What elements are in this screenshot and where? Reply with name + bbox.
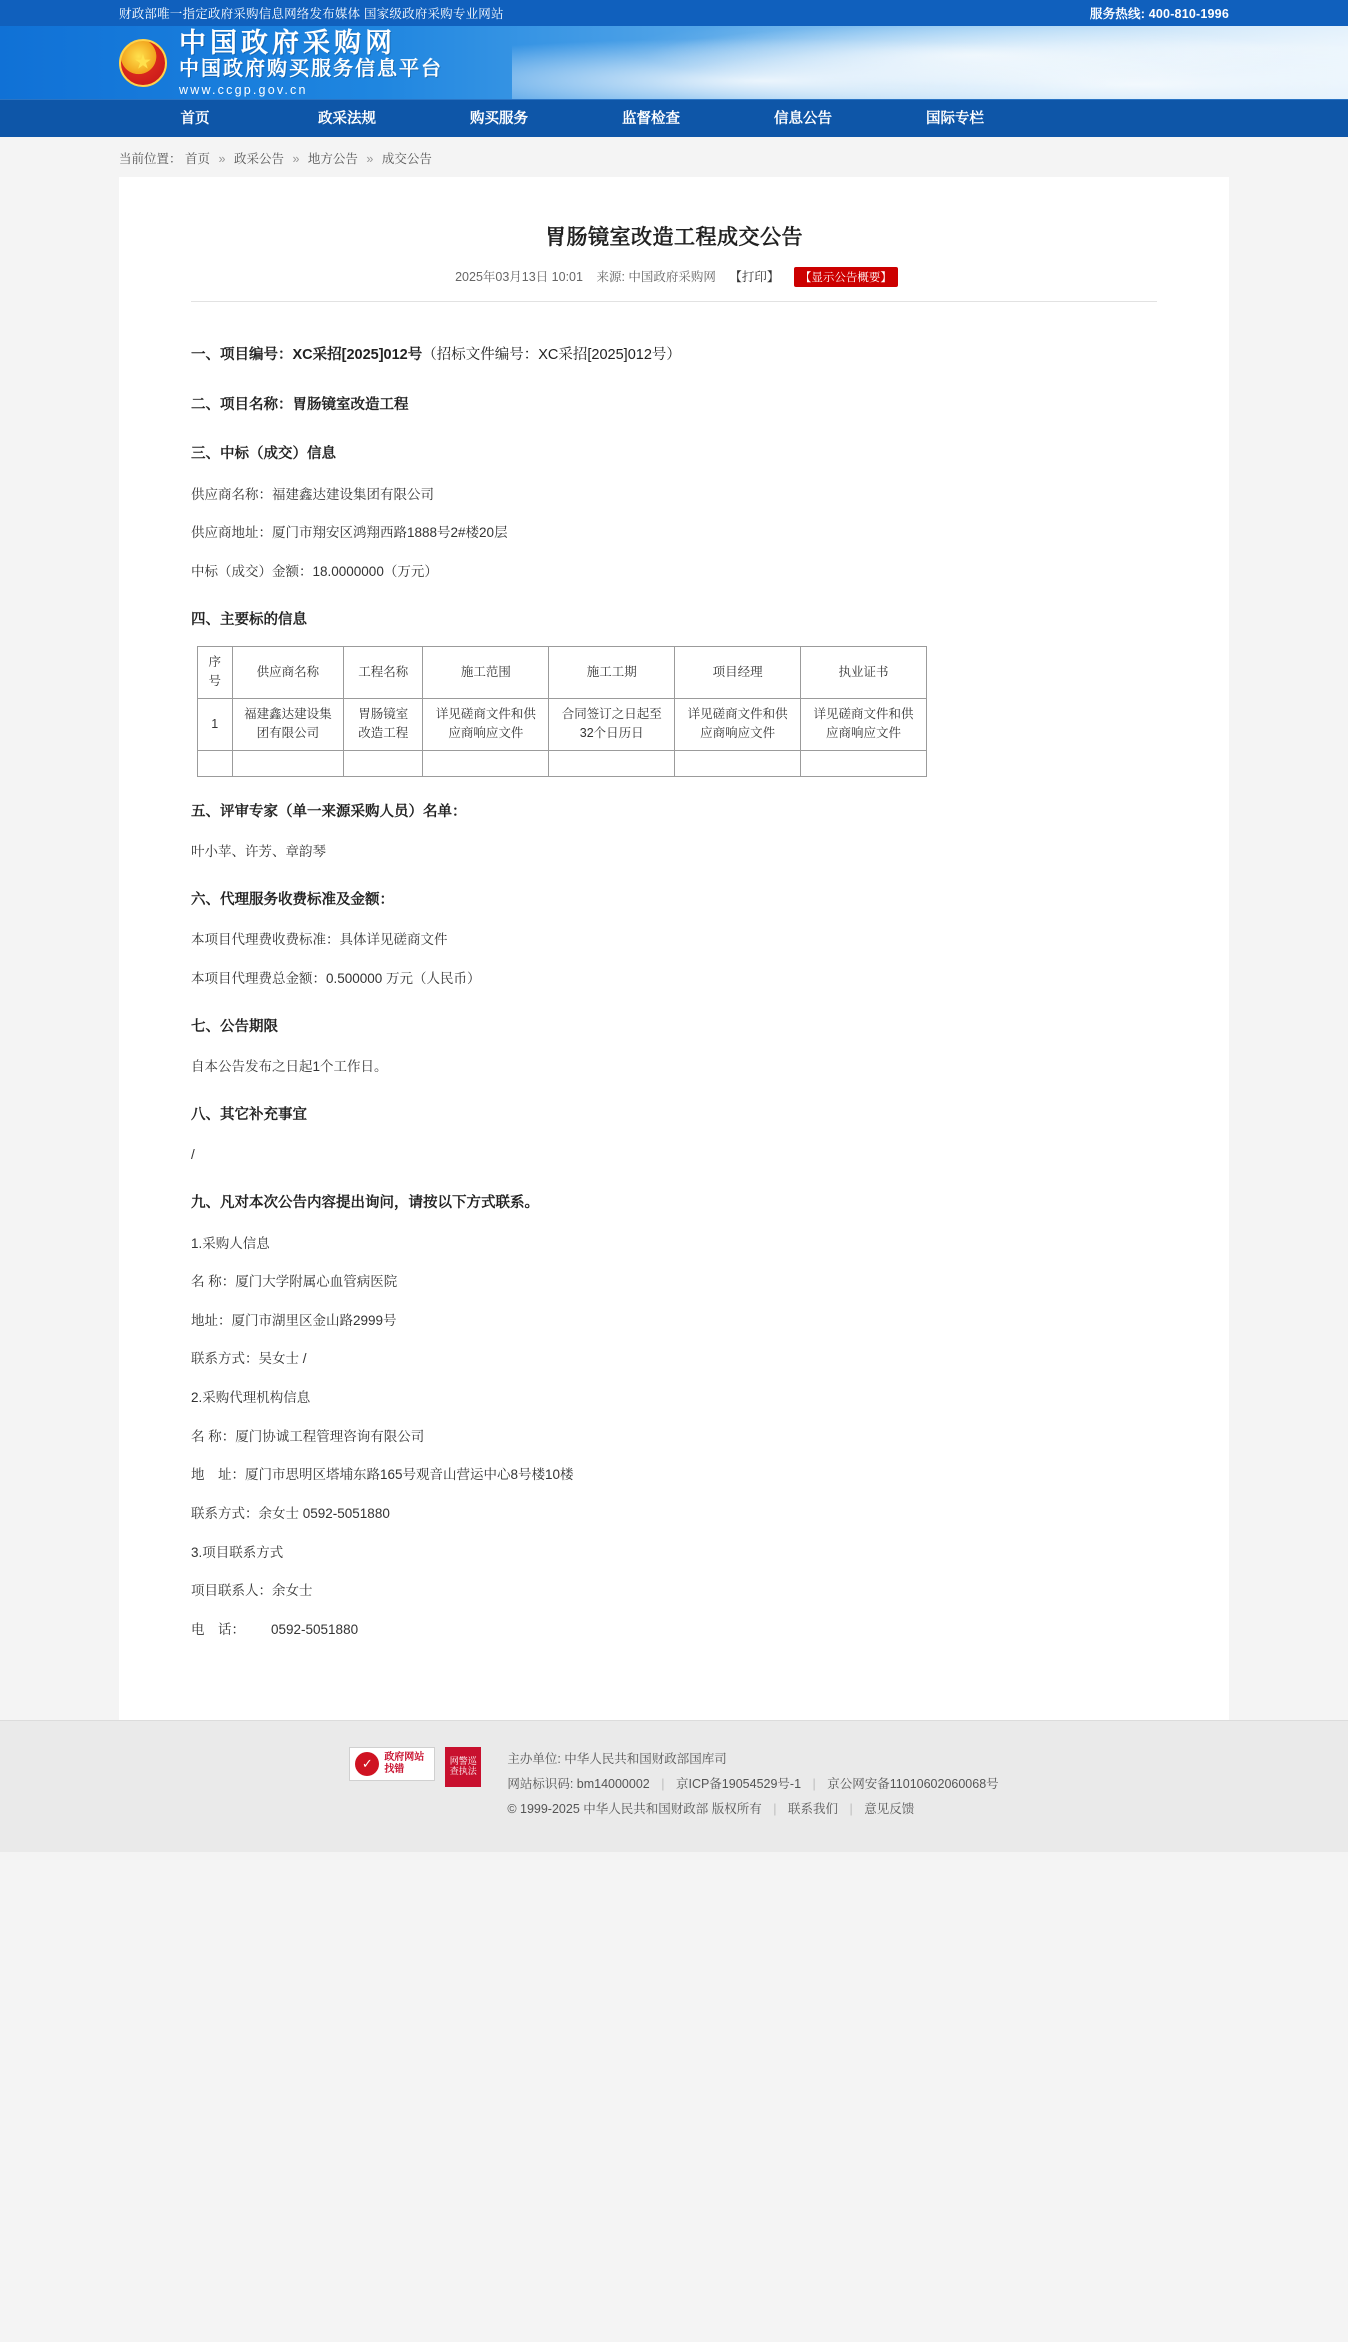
- th-manager: 项目经理: [675, 647, 801, 699]
- section-2-label: 二、项目名称：: [191, 396, 293, 413]
- breadcrumb-sep-icon: »: [366, 152, 374, 166]
- breadcrumb-item-announcements[interactable]: 政采公告: [233, 152, 284, 166]
- agency-name-row: [191, 1424, 1157, 1450]
- page-title: 胃肠镜室改造工程成交公告: [545, 226, 803, 249]
- section-7-heading: 七、公告期限: [191, 1018, 278, 1035]
- logo-url: www.ccgp.gov.cn: [179, 82, 308, 97]
- main-nav: [0, 99, 1348, 137]
- service-hotline: 服务热线: 400-810-1996: [1089, 7, 1229, 21]
- award-amount-row: [191, 559, 1157, 585]
- publish-date: 2025年03月13日 10:01: [455, 270, 583, 284]
- footer-divider: |: [812, 1776, 816, 1791]
- document-card: [119, 177, 1229, 1720]
- breadcrumb-sep-icon: »: [218, 152, 226, 166]
- cell-seq: 1: [198, 698, 233, 750]
- purchaser-contact-label: 联系方式：: [191, 1351, 259, 1367]
- footer-divider: |: [661, 1776, 665, 1791]
- purchaser-contact-row: [191, 1346, 1157, 1372]
- footer-police-record[interactable]: 京公网安备11010602060068号: [827, 1776, 999, 1791]
- cell-supplier: 福建鑫达建设集团有限公司: [232, 698, 344, 750]
- nav-item-international[interactable]: 国际专栏: [926, 110, 984, 127]
- section-2-heading: [191, 392, 1157, 420]
- table-header-row: [198, 647, 927, 699]
- source-label: 来源: 中国政府采购网: [596, 270, 716, 284]
- national-emblem-icon: [119, 39, 167, 87]
- top-info-bar: [0, 0, 1348, 26]
- cell-empty: [675, 750, 801, 776]
- footer-copyright: © 1999-2025 中华人民共和国财政部 版权所有: [507, 1801, 762, 1816]
- agency-contact-row: [191, 1501, 1157, 1527]
- footer-site-code: 网站标识码: bm14000002: [507, 1776, 650, 1791]
- experts-list: 叶小苹、许芳、章韵琴: [191, 844, 326, 860]
- purchaser-name-row: [191, 1269, 1157, 1295]
- footer-contact-link[interactable]: 联系我们: [787, 1801, 838, 1816]
- site-banner: [0, 26, 1348, 99]
- announcement-period: 自本公告发布之日起1个工作日。: [191, 1059, 388, 1075]
- breadcrumb-prefix: 当前位置：: [119, 152, 182, 166]
- supplier-address-row: [191, 520, 1157, 546]
- footer-feedback-link[interactable]: 意见反馈: [864, 1801, 915, 1816]
- th-project: 工程名称: [344, 647, 423, 699]
- nav-item-announcements[interactable]: 信息公告: [774, 110, 832, 127]
- nav-item-purchase-service[interactable]: 购买服务: [470, 110, 528, 127]
- agency-address-value: 厦门市思明区塔埔东路165号观音山营运中心8号楼10楼: [245, 1467, 574, 1483]
- supplier-name-value: 福建鑫达建设集团有限公司: [272, 486, 434, 502]
- agency-address-label: 地 址：: [191, 1467, 245, 1483]
- section-8-heading: 八、其它补充事宜: [191, 1106, 307, 1123]
- breadcrumb: [119, 137, 1229, 177]
- project-contact-person-value: 余女士: [272, 1583, 313, 1599]
- purchaser-info-heading: 1.采购人信息: [191, 1235, 270, 1251]
- cell-empty: [801, 750, 927, 776]
- project-contact-tel-row: [191, 1617, 1157, 1643]
- project-number-value: XC采招[2025]012号: [292, 347, 423, 363]
- cell-scope: 详见磋商文件和供应商响应文件: [423, 698, 549, 750]
- breadcrumb-sep-icon: »: [292, 152, 300, 166]
- supplier-address-label: 供应商地址：: [191, 525, 272, 541]
- supplier-name-label: 供应商名称：: [191, 486, 272, 502]
- agency-contact-value: 余女士 0592-5051880: [258, 1506, 390, 1522]
- site-footer: [0, 1720, 1348, 1852]
- footer-host: 主办单位: 中华人民共和国财政部国库司: [507, 1751, 727, 1766]
- logo-title-secondary: 中国政府购买服务信息平台: [179, 58, 443, 81]
- project-contact-tel-value: 0592-5051880: [271, 1621, 359, 1637]
- project-contact-tel-label: 电 话：: [191, 1621, 245, 1637]
- agency-fee-total: 本项目代理费总金额：0.500000 万元（人民币）: [191, 970, 481, 986]
- cell-certificate: 详见磋商文件和供应商响应文件: [801, 698, 927, 750]
- th-seq: 序号: [198, 647, 233, 699]
- supplementary-value: /: [191, 1147, 195, 1163]
- nav-item-home[interactable]: 首页: [180, 110, 210, 127]
- agency-address-row: [191, 1462, 1157, 1488]
- footer-badges: [349, 1747, 481, 1787]
- document-body: [191, 302, 1157, 1643]
- nav-item-regulations[interactable]: 政采法规: [318, 110, 376, 127]
- cell-duration: 合同签订之日起至32个日历日: [549, 698, 675, 750]
- project-number-tail: （招标文件编号：XC采招[2025]012号）: [422, 347, 681, 363]
- project-name-value: 胃肠镜室改造工程: [292, 396, 409, 413]
- footer-divider: |: [773, 1801, 777, 1816]
- purchaser-address-value: 厦门市湖里区金山路2999号: [231, 1312, 397, 1328]
- th-certificate: 执业证书: [801, 647, 927, 699]
- cell-empty: [549, 750, 675, 776]
- logo-title-primary: 中国政府采购网: [179, 28, 396, 59]
- police-patrol-badge[interactable]: 网警巡查执法: [445, 1747, 481, 1787]
- nav-item-supervision[interactable]: 监督检查: [622, 110, 680, 127]
- section-4-heading: 四、主要标的信息: [191, 611, 307, 628]
- agency-info-heading: 2.采购代理机构信息: [191, 1390, 311, 1406]
- agency-fee-standard: 本项目代理费收费标准：具体详见磋商文件: [191, 932, 448, 948]
- gov-website-report-badge[interactable]: [349, 1747, 435, 1781]
- cell-empty: [232, 750, 344, 776]
- cell-empty: [423, 750, 549, 776]
- agency-contact-label: 联系方式：: [191, 1506, 259, 1522]
- footer-divider: |: [849, 1801, 853, 1816]
- project-contact-person-label: 项目联系人：: [191, 1583, 272, 1599]
- document-meta: [191, 267, 1157, 302]
- section-1-label: 一、项目编号：: [191, 347, 293, 363]
- purchaser-contact-value: 吴女士 /: [258, 1351, 307, 1367]
- section-5-heading: 五、评审专家（单一来源采购人员）名单：: [191, 803, 467, 820]
- site-logo[interactable]: [179, 28, 443, 97]
- gov-badge-line1: 政府网站: [384, 1752, 425, 1764]
- footer-icp-record[interactable]: 京ICP备19054529号-1: [675, 1776, 802, 1791]
- project-contact-person-row: [191, 1578, 1157, 1604]
- main-goods-table: [197, 646, 927, 777]
- table-row: [198, 698, 927, 750]
- print-button[interactable]: 【打印】: [729, 270, 780, 284]
- th-scope: 施工范围: [423, 647, 549, 699]
- breadcrumb-item-home[interactable]: 首页: [185, 152, 211, 166]
- gov-badge-line2: 找错: [384, 1763, 405, 1775]
- agency-name-label: 名 称：: [191, 1428, 236, 1444]
- table-row-empty: [198, 750, 927, 776]
- cell-manager: 详见磋商文件和供应商响应文件: [675, 698, 801, 750]
- section-3-heading: 三、中标（成交）信息: [191, 446, 336, 463]
- agency-name-value: 厦门协诚工程管理咨询有限公司: [235, 1428, 425, 1444]
- section-1-heading: [191, 342, 1157, 370]
- top-slogan: 财政部唯一指定政府采购信息网络发布媒体 国家级政府采购专业网站: [119, 7, 504, 21]
- section-9-heading: 九、凡对本次公告内容提出询问，请按以下方式联系。: [191, 1195, 539, 1211]
- cell-project: 胃肠镜室改造工程: [344, 698, 423, 750]
- th-supplier: 供应商名称: [232, 647, 344, 699]
- th-duration: 施工工期: [549, 647, 675, 699]
- purchaser-name-value: 厦门大学附属心血管病医院: [235, 1274, 398, 1290]
- supplier-address-value: 厦门市翔安区鸿翔西路1888号2#楼20层: [272, 525, 508, 541]
- breadcrumb-item-local[interactable]: 地方公告: [307, 152, 358, 166]
- cell-empty: [198, 750, 233, 776]
- award-amount-label: 中标（成交）金额：: [191, 563, 313, 579]
- cell-empty: [344, 750, 423, 776]
- footer-text: [507, 1747, 998, 1822]
- purchaser-address-row: [191, 1308, 1157, 1334]
- supplier-name-row: [191, 482, 1157, 508]
- purchaser-name-label: 名 称：: [191, 1274, 236, 1290]
- gov-badge-icon: ✓: [355, 1752, 379, 1776]
- project-contact-heading: 3.项目联系方式: [191, 1544, 284, 1560]
- breadcrumb-item-result[interactable]: 成交公告: [381, 152, 432, 166]
- section-6-heading: 六、代理服务收费标准及金额：: [191, 891, 394, 908]
- purchaser-address-label: 地址：: [191, 1312, 232, 1328]
- award-amount-value: 18.0000000（万元）: [312, 563, 438, 579]
- show-summary-badge[interactable]: 【显示公告概要】: [794, 267, 898, 287]
